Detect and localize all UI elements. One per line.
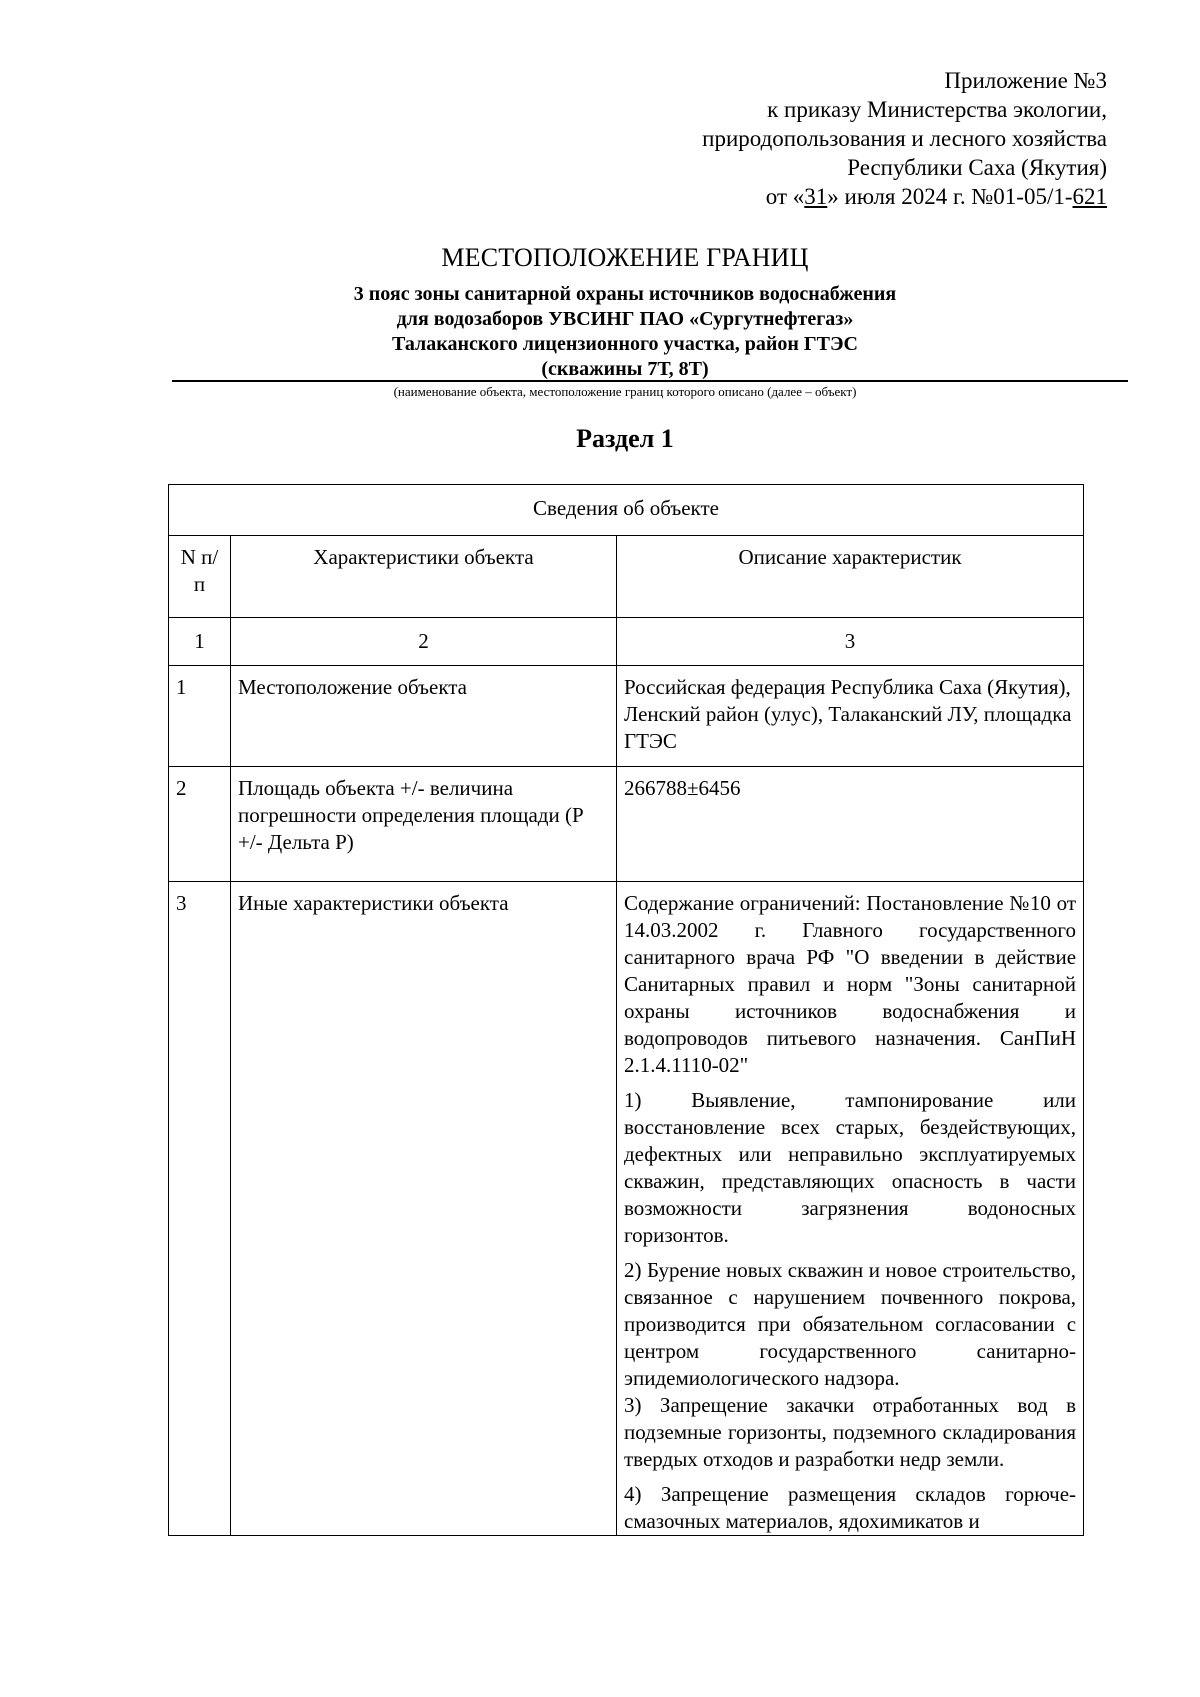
underline-rule: [172, 380, 1128, 382]
row-characteristic: Иные характеристики объекта: [231, 882, 617, 1536]
table-row: [169, 767, 1084, 882]
object-name-line-1: 3 пояс зоны санитарной охраны источников водоснабжения: [353, 283, 897, 305]
appendix-header: [702, 66, 1107, 211]
object-name: [0, 282, 1200, 382]
restriction-paragraph: 1) Выявление, тампонирование или восстановление всех старых, бездействующих, дефектных или неправильно эксплуатируемых скважин, представляющих опасность в части возможности загрязнения водоносных горизонтов.: [624, 1088, 1077, 1247]
object-info-table: [168, 484, 1084, 1536]
header-characteristics: Характеристики объекта: [231, 536, 617, 618]
document-title: МЕСТОПОЛОЖЕНИЕ ГРАНИЦ: [441, 243, 809, 272]
restriction-paragraph: Содержание ограничений: Постановление №10 от 14.03.2002 г. Главного государственного санитарного врача РФ "О введении в действие Санитарных правил и норм "Зоны санитарной охраны источников водоснабжения и водопроводов питьевого назначения. СанПиН 2.1.4.1110-02": [624, 891, 1077, 1077]
column-number-1: 1: [169, 618, 231, 666]
restriction-paragraph: 2) Бурение новых скважин и новое строительство, связанное с нарушением почвенного покрова, производится при обязательном согласовании с центром государственного санитарно-эпидемиологического надзора.: [624, 1258, 1077, 1390]
table-row: [169, 666, 1084, 767]
date-middle: » июля 2024 г. №01-05/1-: [827, 184, 1073, 209]
row-number: 3: [169, 882, 231, 1536]
appendix-line-2: к приказу Министерства экологии,: [767, 97, 1107, 122]
table-caption: Сведения об объекте: [169, 485, 1084, 536]
column-number-2: 2: [231, 618, 617, 666]
row-characteristic: Местоположение объекта: [231, 666, 617, 767]
row-number: 1: [169, 666, 231, 767]
appendix-line-1: Приложение №3: [944, 68, 1107, 93]
restriction-paragraph: 3) Запрещение закачки отработанных вод в подземные горизонты, подземного складирования твердых отходов и разработки недр земли.: [624, 1393, 1077, 1471]
date-prefix: от «: [765, 184, 805, 209]
order-number: 621: [1072, 184, 1107, 209]
object-name-line-2: для водозаборов УВСИНГ ПАО «Сургутнефтегаз»: [396, 308, 854, 330]
header-number: N п/п: [169, 536, 231, 618]
appendix-date-line: [702, 182, 1107, 211]
appendix-line-4: Республики Саха (Якутия): [847, 155, 1107, 180]
row-characteristic: Площадь объекта +/- величина погрешности определения площади (Р +/- Дельта Р): [231, 767, 617, 882]
row-description: 266788±6456: [617, 767, 1084, 882]
row-description: [617, 882, 1084, 1536]
section-title: Раздел 1: [576, 424, 674, 453]
header-description: Описание характеристик: [617, 536, 1084, 618]
table-header-row: [169, 536, 1084, 618]
rule-caption: (наименование объекта, местоположение границ которого описано (далее – объект): [393, 384, 857, 399]
restriction-paragraph: 4) Запрещение размещения складов горюче-смазочных материалов, ядохимикатов и: [624, 1482, 1077, 1533]
table-row: [169, 882, 1084, 1536]
table-caption-row: [169, 485, 1084, 536]
row-number: 2: [169, 767, 231, 882]
column-number-3: 3: [617, 618, 1084, 666]
column-number-row: [169, 618, 1084, 666]
object-name-line-3: Талаканского лицензионного участка, район ГТЭС: [391, 333, 858, 355]
object-name-line-4: (скважины 7Т, 8Т): [541, 358, 709, 380]
date-day: 31: [804, 184, 828, 209]
appendix-line-3: природопользования и лесного хозяйства: [702, 126, 1107, 151]
row-description: Российская федерация Республика Саха (Якутия), Ленский район (улус), Талаканский ЛУ, площадка ГТЭС: [617, 666, 1084, 767]
